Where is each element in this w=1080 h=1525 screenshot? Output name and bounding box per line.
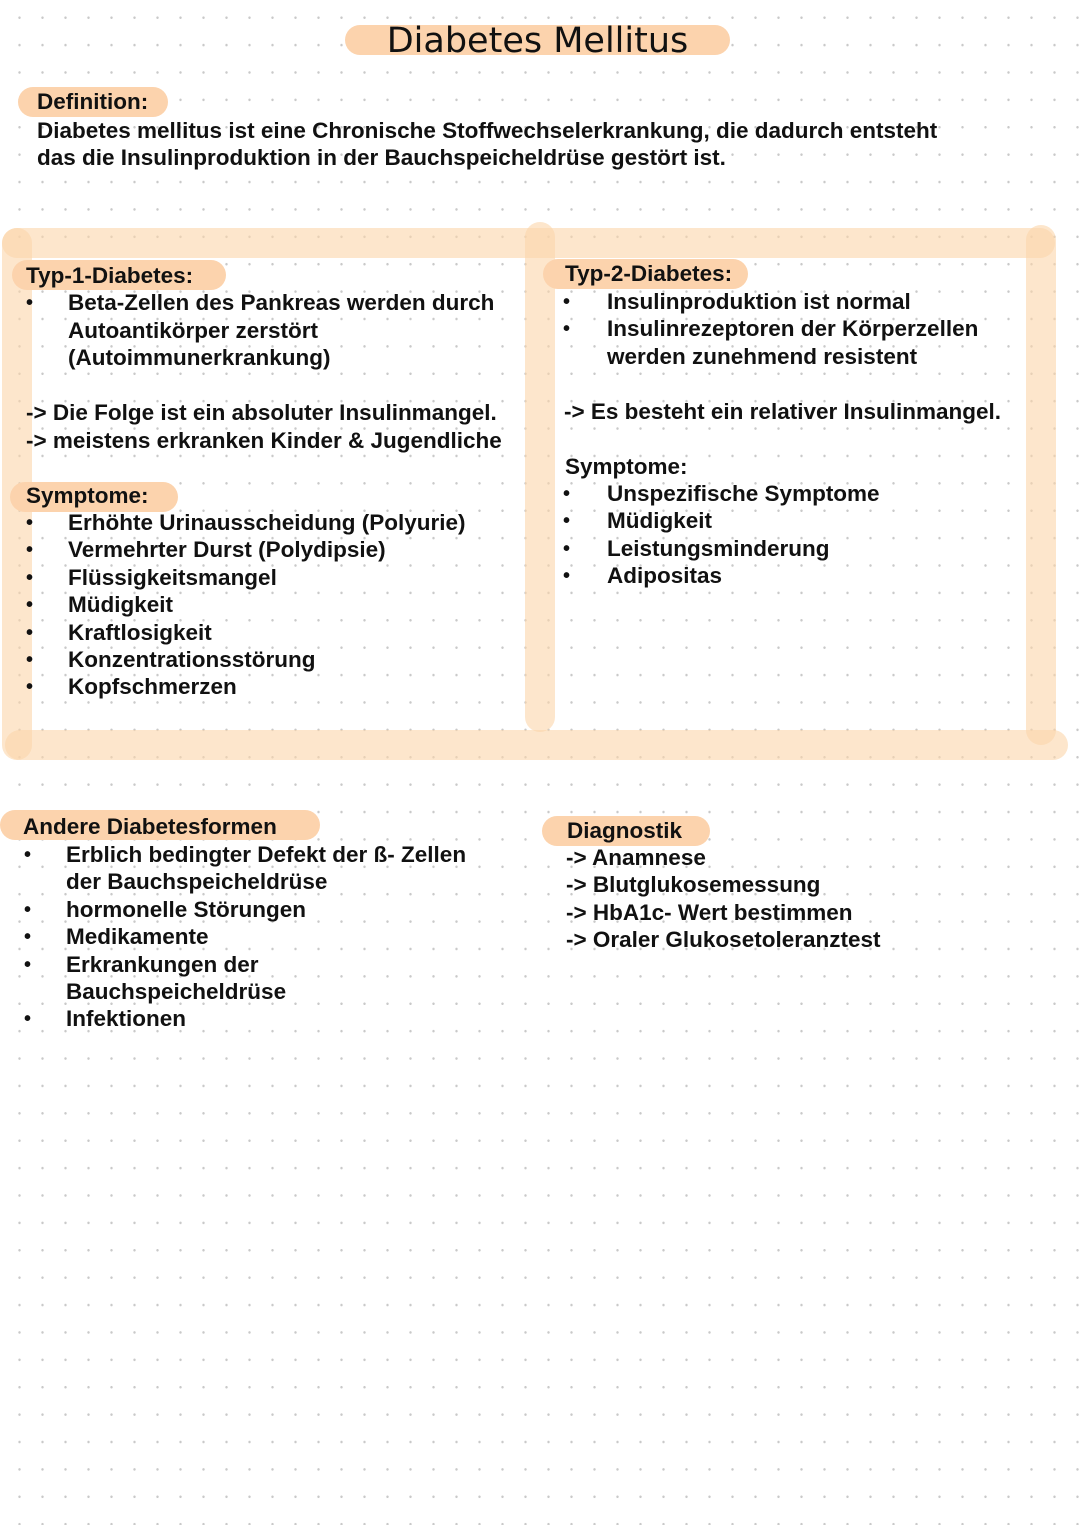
andere-item: Erkrankungen der [66, 951, 259, 977]
frame-right [1026, 225, 1056, 745]
andere-item: Bauchspeicheldrüse [66, 979, 287, 1004]
bullet: • [24, 898, 32, 921]
typ1-bullet-line: (Autoimmunerkrankung) [68, 345, 331, 370]
typ2-note: -> Es besteht ein relativer Insulinmangel. [564, 399, 1002, 424]
typ2-symptom: Müdigkeit [607, 508, 712, 534]
frame-middle [525, 222, 555, 732]
typ2-bullet-continuation: werden zunehmend resistent [607, 344, 918, 369]
typ2-symptom: Adipositas [607, 563, 723, 589]
bullet: • [26, 566, 34, 589]
definition-label: Definition: [37, 89, 149, 114]
typ2-bullet: Insulinrezeptoren der Körperzellen [607, 316, 979, 342]
bullet: • [26, 539, 34, 562]
bullet: • [563, 565, 571, 588]
bullet: • [563, 537, 571, 560]
andere-item: Medikamente [66, 924, 209, 950]
andere-label: Andere Diabetesformen [23, 814, 277, 839]
bullet: • [24, 926, 32, 949]
typ1-symptom: Kopfschmerzen [68, 674, 237, 700]
typ1-note: -> meistens erkranken Kinder & Jugendliche [26, 428, 502, 453]
andere-item: Infektionen [66, 1006, 187, 1032]
typ2-label: Typ-2-Diabetes: [565, 261, 733, 286]
typ1-symptom: Kraftlosigkeit [68, 619, 212, 645]
bullet: • [24, 844, 32, 866]
typ2-symptom: Leistungsminderung [607, 535, 830, 561]
diagnostik-item: -> Oraler Glukosetoleranztest [566, 927, 881, 953]
typ1-bullet-line: Beta-Zellen des Pankreas werden durch [68, 290, 495, 315]
bullet: • [563, 318, 571, 341]
typ1-symptom: Flüssigkeitsmangel [68, 564, 277, 590]
bullet: • [24, 1008, 32, 1031]
typ1-symptom: Erhöhte Urinausscheidung (Polyurie) [68, 510, 466, 535]
typ2-symptom: Unspezifische Symptome [607, 481, 880, 506]
bullet: • [26, 676, 34, 699]
typ2-bullet: Insulinproduktion ist normal [607, 289, 911, 314]
bullet: • [563, 483, 571, 505]
typ1-note: -> Die Folge ist ein absoluter Insulinmangel. [26, 400, 497, 425]
diagnostik-label: Diagnostik [567, 818, 683, 843]
diagnostik-item: -> Anamnese [566, 845, 706, 870]
page-title: Diabetes Mellitus [386, 21, 689, 61]
typ1-symptom: Vermehrter Durst (Polydipsie) [68, 537, 386, 563]
diagnostik-item: -> HbA1c- Wert bestimmen [566, 899, 853, 925]
typ2-symptoms-label: Symptome: [565, 454, 688, 479]
typ1-bullet-line: Autoantikörper zerstört [68, 318, 319, 343]
bullet: • [26, 649, 34, 671]
typ1-label: Typ-1-Diabetes: [26, 263, 194, 288]
bullet: • [563, 510, 571, 533]
definition-line: das die Insulinproduktion in der Bauchspeicheldrüse gestört ist. [37, 145, 726, 170]
diagnostik-item: -> Blutglukosemessung [566, 872, 821, 898]
bullet: • [26, 594, 34, 617]
bullet: • [26, 621, 34, 644]
typ1-symptoms-label: Symptome: [26, 483, 149, 508]
typ1-symptom: Konzentrationsstörung [68, 647, 316, 672]
bullet: • [26, 512, 34, 534]
bullet: • [563, 291, 571, 313]
bullet: • [26, 292, 34, 314]
andere-item: hormonelle Störungen [66, 896, 307, 922]
andere-item: Erblich bedingter Defekt der ß- Zellen [66, 842, 467, 867]
frame-bottom [5, 730, 1068, 760]
bullet: • [24, 953, 32, 976]
andere-item: der Bauchspeicheldrüse [66, 869, 328, 895]
typ1-symptom: Müdigkeit [68, 592, 173, 618]
definition-line: Diabetes mellitus ist eine Chronische Stoffwechselerkrankung, die dadurch entsteht [37, 118, 938, 143]
